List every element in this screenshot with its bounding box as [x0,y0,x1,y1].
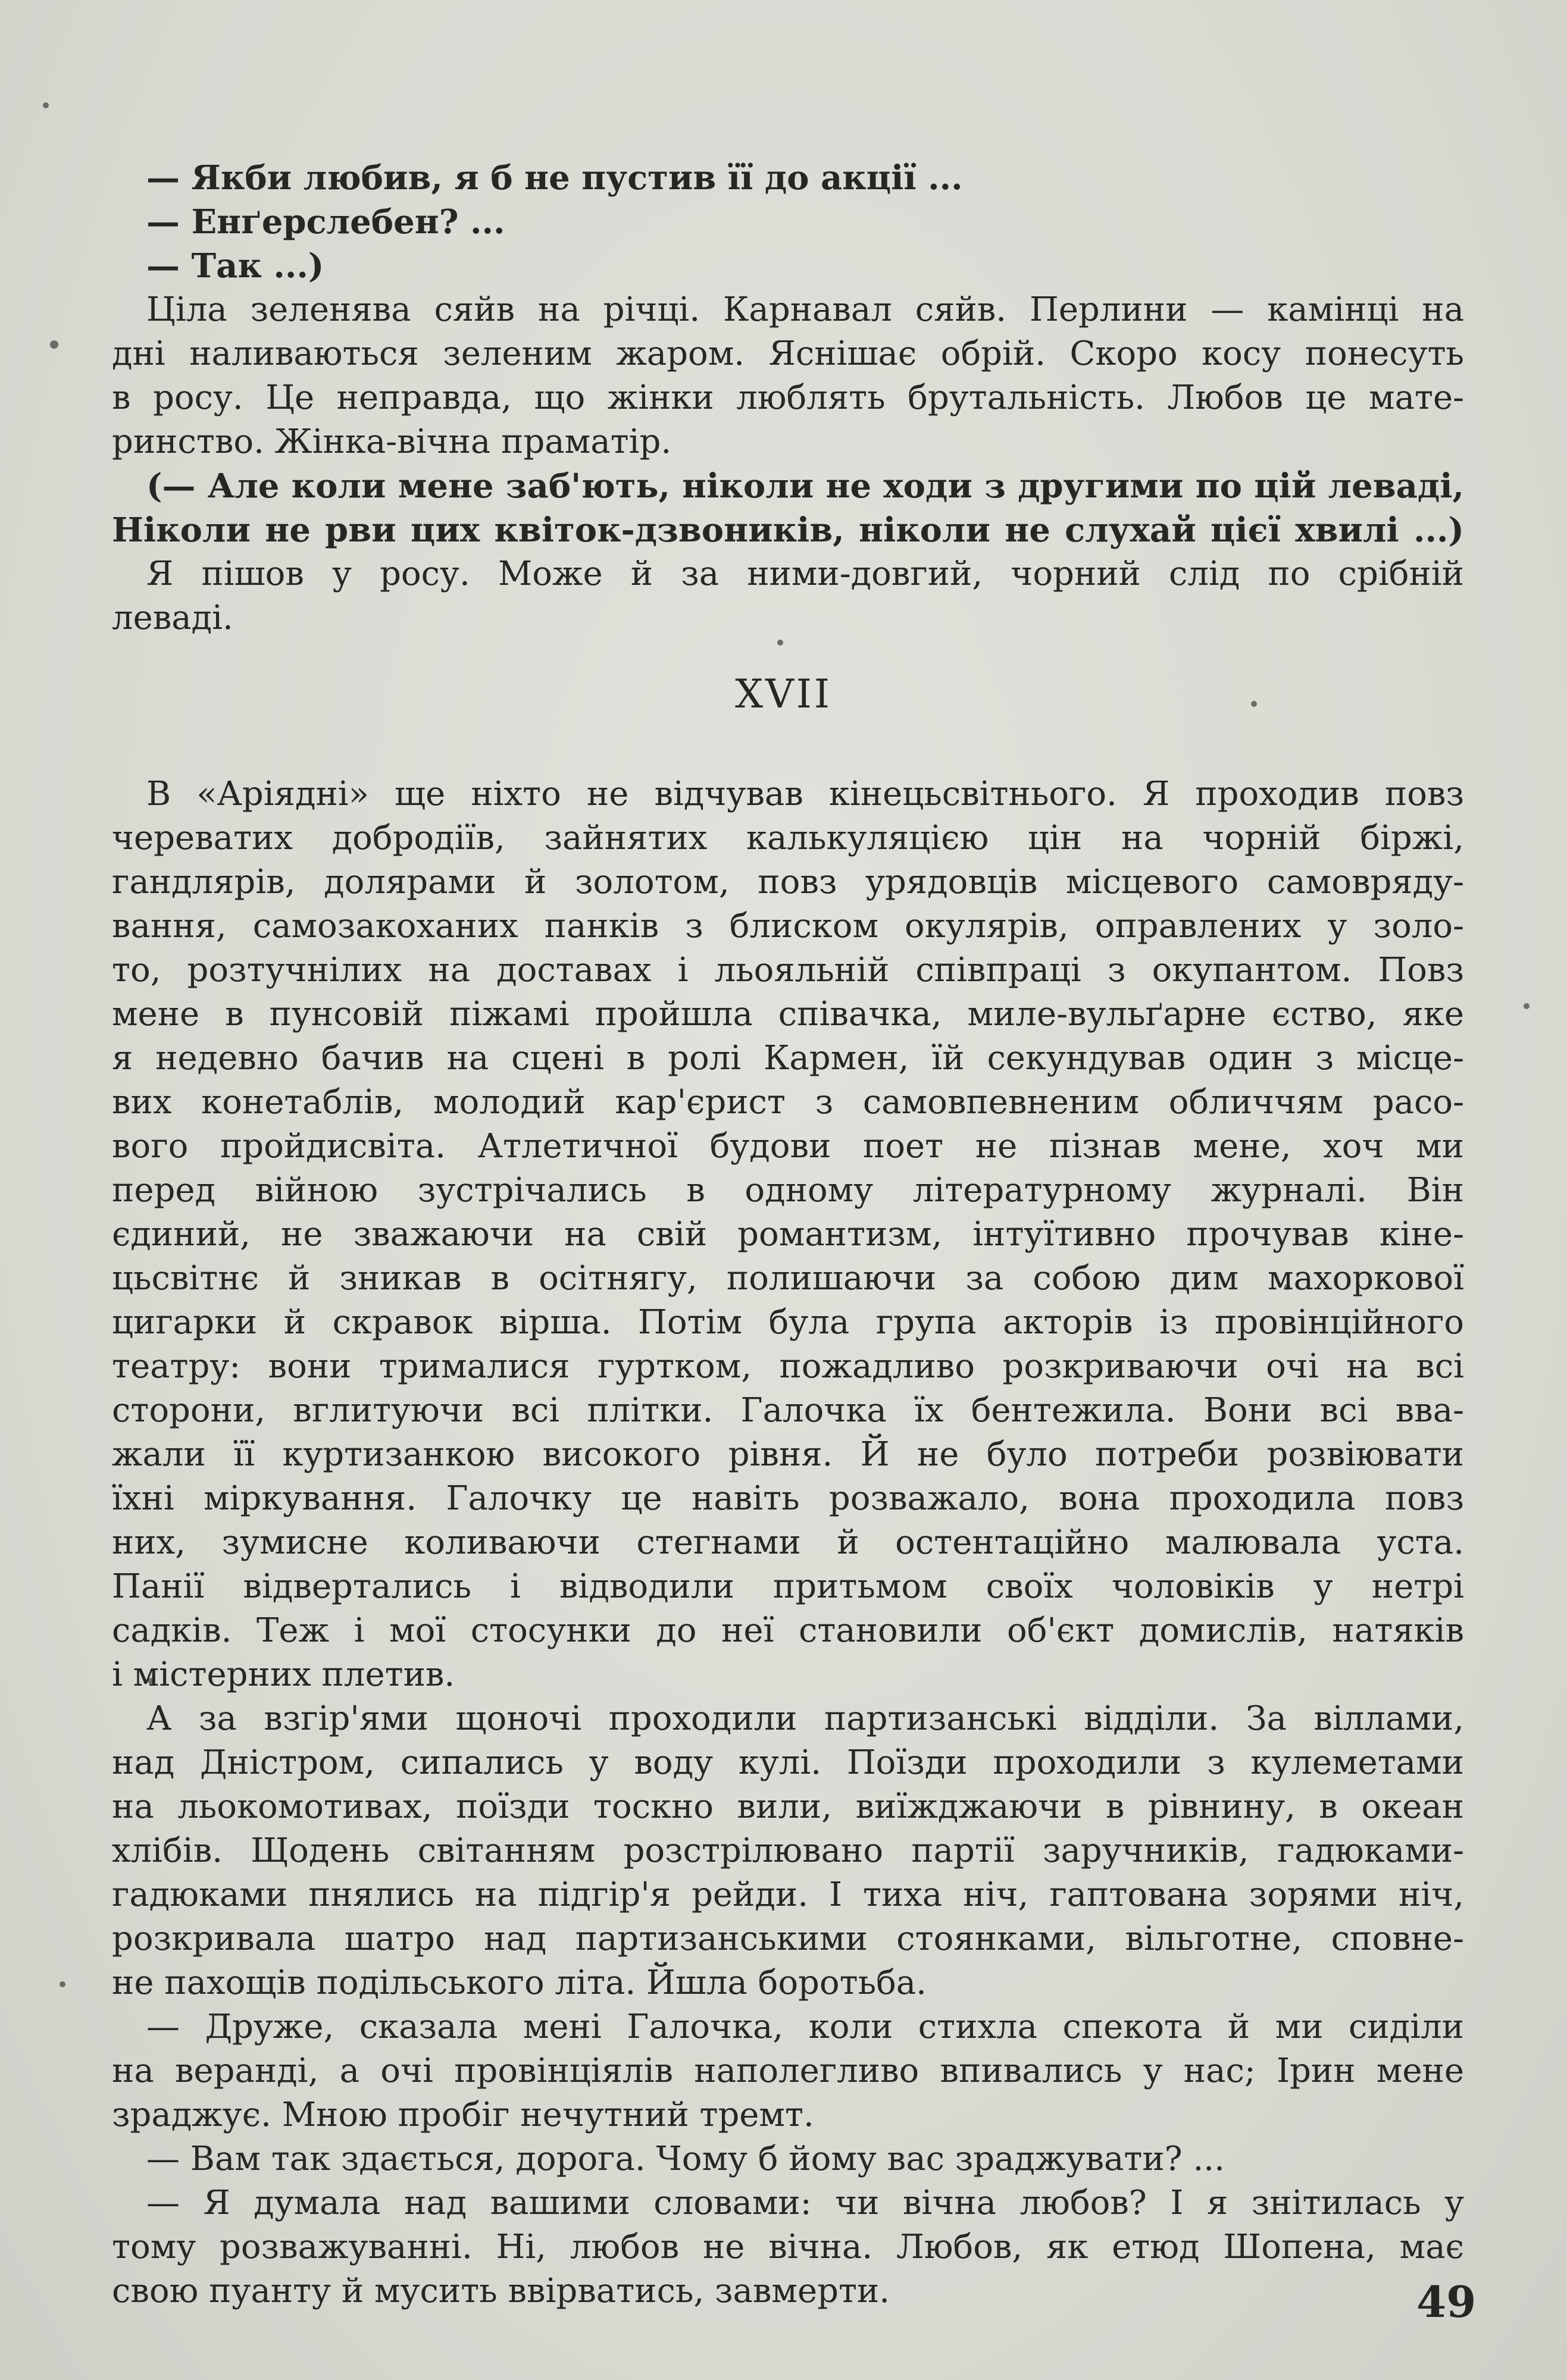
paper-speck [60,1981,65,1987]
paragraph [112,2137,1464,2181]
text-line: цигарки й скравок вірша. Потім була група акторів із провінційного [112,1303,1464,1342]
page-number: 49 [1416,2276,1477,2327]
text-line: садків. Теж і мої стосунки до неї становили об'єкт домислів, натяків [112,1611,1464,1650]
paragraph [112,288,1464,464]
text-line: (— Але коли мене заб'ють, ніколи не ходи з другими по цій леваді, [146,466,1464,506]
page-text [112,156,1464,2313]
text-line: гадюками пнялись на підгір'я рейди. І тиха ніч, гаптована зорями ніч, [112,1875,1464,1914]
bold-quote [112,464,1464,552]
paper-speck [43,102,49,108]
paragraph [112,2005,1464,2137]
text-line: жали її куртизанкою високого рівня. Й не було потреби розвіювати [112,1435,1464,1474]
text-line: розкривала шатро над партизанськими стоянками, вільготне, сповне- [112,1919,1464,1958]
text-line: гандлярів, долярами й золотом, повз урядовців місцевого самовряду- [112,863,1464,901]
text-line: Ніколи не рви цих квіток-дзвоників, ніколи не слухай цієї хвилі ...) [112,511,1464,550]
text-line: дні наливаються зеленим жаром. Яснішає обрій. Скоро косу понесуть [112,334,1464,373]
text-line: Я пішов у росу. Може й за ними-довгий, чорний слід по срібній [146,555,1464,593]
text-line: вого пройдисвіта. Атлетичної будови поет не пізнав мене, хоч ми [112,1127,1464,1166]
text-line: зраджує. Мною пробіг нечутний тремт. [112,2096,814,2134]
text-line: в росу. Це неправда, що жінки люблять брутальність. Любов це мате- [112,378,1464,417]
text-line: на веранді, а очі провінціялів наполегливо впивались у нас; Ірин мене [112,2052,1464,2090]
text-line: ринство. Жінка-вічна праматір. [112,422,672,461]
text-line: я недевно бачив на сцені в ролі Кармен, їй секундував один з місце- [112,1039,1464,1078]
text-line: сторони, вглитуючи всі плітки. Галочка їх бентежила. Вони всі вва- [112,1391,1464,1430]
text-line: свою пуанту й мусить ввірватись, завмерти. [112,2272,890,2310]
text-line: — Вам так здається, дорога. Чому б йому вас зраджувати? ... [146,2140,1225,2178]
text-line: них, зумисне коливаючи стегнами й остентаційно малювала уста. [112,1523,1464,1562]
paper-speck [50,340,58,349]
text-line: — Я думала над вашими словами: чи вічна любов? І я знітилась у [146,2184,1464,2222]
text-line: на льокомотивах, поїзди тоскно вили, виїжджаючи в рівнину, в океан [112,1787,1464,1826]
text-line: Ціла зеленява сяйв на річці. Карнавал сяйв. Перлини — камінці на [146,290,1464,329]
text-line: Панії відвертались і відводили притьмом своїх чоловіків у нетрі [112,1567,1464,1606]
paper-speck [1524,1003,1530,1009]
text-line: тому розважуванні. Ні, любов не вічна. Любов, як етюд Шопена, має [112,2228,1464,2266]
dialogue-line: — Так ...) [146,246,324,286]
paragraph [112,2181,1464,2313]
text-line: череватих добродіїв, зайнятих калькуляцією цін на чорній біржі, [112,819,1464,857]
text-line: перед війною зустрічались в одному літературному журналі. Він [112,1171,1464,1210]
text-line: А за взгір'ями щоночі проходили партизанські відділи. За віллами, [146,1699,1464,1738]
text-line: мене в пунсовій піжамі пройшла співачка, миле-вульґарне єство, яке [112,995,1464,1034]
text-line: цьсвітнє й зникав в осітнягу, полишаючи за собою дим махоркової [112,1259,1464,1298]
text-line: хлібів. Щодень світанням розстрілювано партії заручників, гадюками- [112,1831,1464,1870]
text-line: — Друже, сказала мені Галочка, коли стихла спекота й ми сиділи [146,2008,1464,2046]
text-line: вання, самозакоханих панків з блиском окулярів, оправлених у золо- [112,907,1464,945]
text-line: над Дністром, сипались у воду кулі. Поїзди проходили з кулеметами [112,1743,1464,1782]
text-line: вих конетаблів, молодий кар'єрист з самовпевненим обличчям расо- [112,1083,1464,1122]
text-line: і містерних плетив. [112,1655,455,1694]
paragraph [112,1697,1464,2005]
dialogue-line: — Енґерслебен? ... [146,202,505,242]
paragraph [112,772,1464,1697]
text-line: театру: вони трималися гуртком, пожадливо розкриваючи очі на всі [112,1347,1464,1386]
text-line: леваді. [112,599,233,637]
text-line: їхні міркування. Галочку це навіть розважало, вона проходила повз [112,1479,1464,1518]
chapter-heading: XVII [735,671,832,717]
paragraph [112,552,1464,640]
dialogue-line: — Якби любив, я б не пустив її до акції ... [146,158,963,198]
text-line: не пахощів подільського літа. Йшла боротьба. [112,1964,927,2002]
text-line: єдиний, не зважаючи на свій романтизм, інтуїтивно прочував кіне- [112,1215,1464,1254]
text-line: то, розтучнілих на доставах і льояльній співпраці з окупантом. Повз [112,951,1464,989]
text-line: В «Аріядні» ще ніхто не відчував кінецьсвітнього. Я проходив повз [146,775,1464,813]
